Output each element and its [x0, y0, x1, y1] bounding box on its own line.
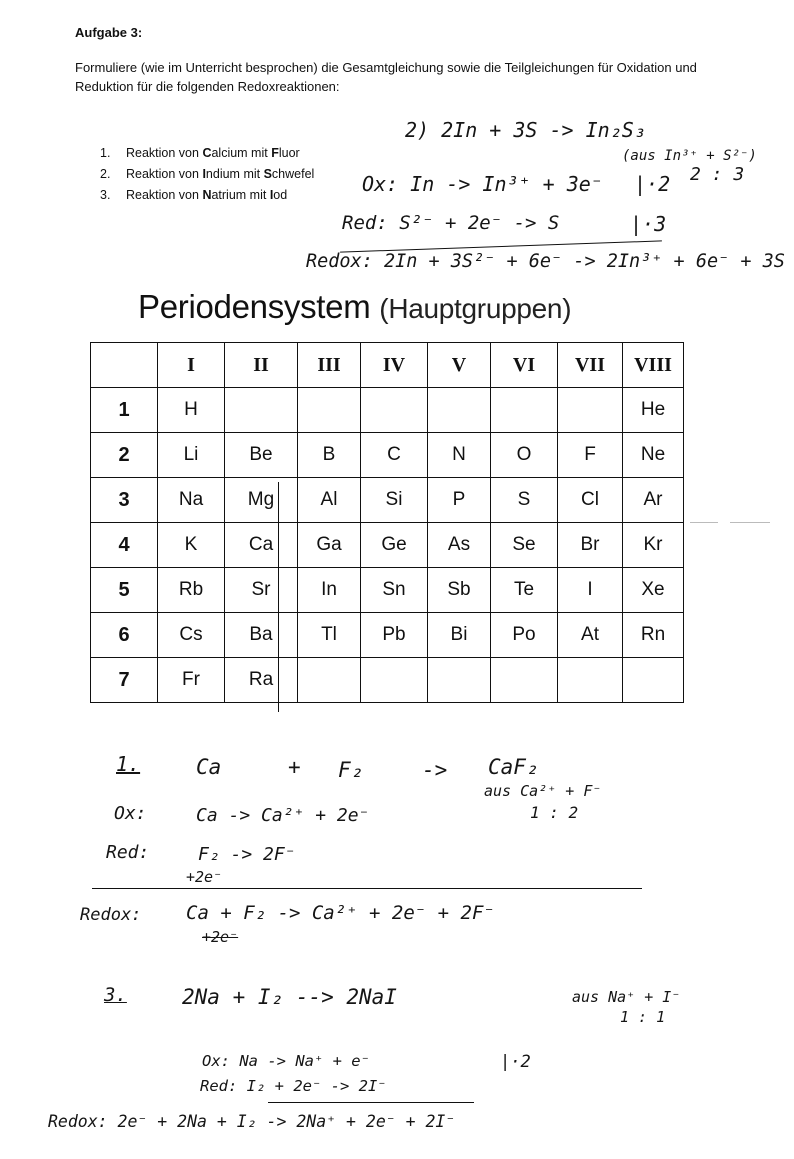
group-header: II — [225, 343, 298, 388]
element-cell — [298, 388, 361, 433]
period-label: 1 — [91, 388, 158, 433]
element-cell — [623, 658, 684, 703]
period-label: 7 — [91, 658, 158, 703]
element-cell: P — [428, 478, 491, 523]
element-cell: Al — [298, 478, 361, 523]
table-row — [91, 613, 684, 658]
hw-task1-redox-label: Redox: — [80, 905, 142, 925]
element-cell: Na — [158, 478, 225, 523]
hw-task1-reduction: F₂ -> 2F⁻ — [198, 844, 296, 865]
table-row — [91, 523, 684, 568]
element-cell: Se — [491, 523, 558, 568]
element-cell — [298, 658, 361, 703]
hw-task2-red-factor: |·3 — [630, 212, 667, 236]
element-cell: C — [361, 433, 428, 478]
task-instruction: Formuliere (wie im Unterricht besprochen) die Gesamtgleichung sowie die Teilgleichungen für Oxidation und Reduktion für die folgenden Redoxreaktionen: — [75, 60, 697, 94]
period-label: 2 — [91, 433, 158, 478]
hw-task1-redox: Ca + F₂ -> Ca²⁺ + 2e⁻ + 2F⁻ — [186, 902, 495, 924]
element-cell — [558, 658, 623, 703]
element-cell: Kr — [623, 523, 684, 568]
hw-task3-divider — [268, 1102, 474, 1103]
hw-task3-ratio: 1 : 1 — [620, 1008, 666, 1026]
hw-task1-number: 1. — [116, 752, 141, 776]
hw-task3-equation: 2Na + I₂ --> 2NaI — [182, 985, 397, 1009]
element-cell: Pb — [361, 613, 428, 658]
group-header: I — [158, 343, 225, 388]
periodic-table — [90, 342, 684, 703]
hw-task1-eq-ca: Ca — [196, 755, 222, 779]
group-header: V — [428, 343, 491, 388]
table-header-row — [91, 343, 684, 388]
task-title: Aufgabe 3: — [75, 25, 143, 40]
element-cell: S — [491, 478, 558, 523]
element-cell: Sb — [428, 568, 491, 613]
element-cell — [491, 658, 558, 703]
hw-task1-ratio: 1 : 2 — [530, 803, 579, 822]
group-header: III — [298, 343, 361, 388]
hw-task1-divider — [92, 888, 642, 889]
hw-task3-oxidation: Ox: Na -> Na⁺ + e⁻ — [202, 1052, 370, 1070]
element-cell — [558, 388, 623, 433]
element-cell — [491, 388, 558, 433]
element-cell: He — [623, 388, 684, 433]
hw-task1-red-electrons: +2e⁻ — [186, 868, 223, 886]
element-cell: Rn — [623, 613, 684, 658]
element-cell: Xe — [623, 568, 684, 613]
group-header: VI — [491, 343, 558, 388]
element-cell: Ra — [225, 658, 298, 703]
element-cell — [428, 658, 491, 703]
table-gap-line — [278, 482, 279, 712]
hw-task1-oxidation: Ca -> Ca²⁺ + 2e⁻ — [196, 805, 370, 826]
group-header: VII — [558, 343, 623, 388]
table-row — [91, 478, 684, 523]
table-row — [91, 658, 684, 703]
group-header: IV — [361, 343, 428, 388]
periodic-table-subtitle: (Hauptgruppen) — [379, 293, 572, 324]
task-item-natrium: 3. Reaktion von Natrium mit Iod — [100, 188, 288, 202]
element-cell: Ne — [623, 433, 684, 478]
hw-task1-eq-caf2: CaF₂ — [488, 755, 539, 779]
element-cell: K — [158, 523, 225, 568]
hw-task2-reduction: Red: S²⁻ + 2e⁻ -> S — [342, 212, 560, 234]
element-cell: Ar — [623, 478, 684, 523]
hw-task1-eq-arrow: -> — [422, 758, 448, 782]
period-label: 4 — [91, 523, 158, 568]
element-cell: Bi — [428, 613, 491, 658]
hw-task1-red-label: Red: — [106, 842, 150, 863]
hw-task3-redox: Redox: 2e⁻ + 2Na + I₂ -> 2Na⁺ + 2e⁻ + 2I⁻ — [48, 1112, 456, 1131]
group-header: VIII — [623, 343, 684, 388]
element-cell: Ba — [225, 613, 298, 658]
element-cell: As — [428, 523, 491, 568]
table-row — [91, 568, 684, 613]
hw-task2-ox-factor: |·2 — [634, 172, 671, 196]
period-label: 3 — [91, 478, 158, 523]
hw-task1-ions: aus Ca²⁺ + F⁻ — [484, 782, 602, 800]
hw-task2-ions: (aus In³⁺ + S²⁻) — [622, 148, 757, 164]
period-label: 5 — [91, 568, 158, 613]
scan-dash — [690, 522, 718, 523]
element-cell — [361, 388, 428, 433]
task-item-indium: 2. Reaktion von Indium mit Schwefel — [100, 167, 315, 181]
hw-task1-eq-plus: + — [288, 755, 301, 779]
hw-task3-ox-factor: |·2 — [500, 1052, 531, 1072]
element-cell: N — [428, 433, 491, 478]
hw-task1-ox-label: Ox: — [114, 803, 147, 824]
hw-task2-ratio: 2 : 3 — [690, 164, 745, 185]
element-cell: Ca — [225, 523, 298, 568]
element-cell: Sr — [225, 568, 298, 613]
element-cell: Mg — [225, 478, 298, 523]
element-cell: F — [558, 433, 623, 478]
element-cell: Po — [491, 613, 558, 658]
scan-dash — [730, 522, 770, 523]
element-cell — [225, 388, 298, 433]
hw-task2-equation: 2) 2In + 3S -> In₂S₃ — [405, 118, 646, 142]
task-item-calcium: 1. Reaktion von Calcium mit Fluor — [100, 146, 300, 160]
element-cell: Te — [491, 568, 558, 613]
element-cell: Sn — [361, 568, 428, 613]
element-cell: At — [558, 613, 623, 658]
periodic-table-title — [138, 288, 571, 326]
element-cell: Br — [558, 523, 623, 568]
table-row — [91, 433, 684, 478]
hw-task3-ions: aus Na⁺ + I⁻ — [572, 988, 681, 1006]
element-cell: Ga — [298, 523, 361, 568]
element-cell: In — [298, 568, 361, 613]
element-cell: O — [491, 433, 558, 478]
period-label: 6 — [91, 613, 158, 658]
element-cell: Si — [361, 478, 428, 523]
task-list — [100, 143, 314, 206]
hw-task3-number: 3. — [104, 984, 127, 1006]
element-cell: Rb — [158, 568, 225, 613]
element-cell: Fr — [158, 658, 225, 703]
element-cell — [361, 658, 428, 703]
hw-task2-oxidation: Ox: In -> In³⁺ + 3e⁻ — [362, 172, 603, 196]
element-cell: H — [158, 388, 225, 433]
element-cell: Be — [225, 433, 298, 478]
element-cell: Li — [158, 433, 225, 478]
element-cell — [428, 388, 491, 433]
element-cell: I — [558, 568, 623, 613]
element-cell: B — [298, 433, 361, 478]
element-cell: Cl — [558, 478, 623, 523]
element-cell: Cs — [158, 613, 225, 658]
element-cell: Ge — [361, 523, 428, 568]
table-row — [91, 388, 684, 433]
hw-task1-redox-electrons: +2e⁻ — [202, 928, 239, 946]
hw-task3-reduction: Red: I₂ + 2e⁻ -> 2I⁻ — [200, 1077, 387, 1095]
table-corner — [91, 343, 158, 388]
element-cell: Tl — [298, 613, 361, 658]
hw-task2-redox: Redox: 2In + 3S²⁻ + 6e⁻ -> 2In³⁺ + 6e⁻ + 3S — [306, 251, 785, 272]
hw-task1-eq-f2: F₂ — [338, 758, 364, 782]
periodic-table-title-main: Periodensystem — [138, 288, 371, 325]
